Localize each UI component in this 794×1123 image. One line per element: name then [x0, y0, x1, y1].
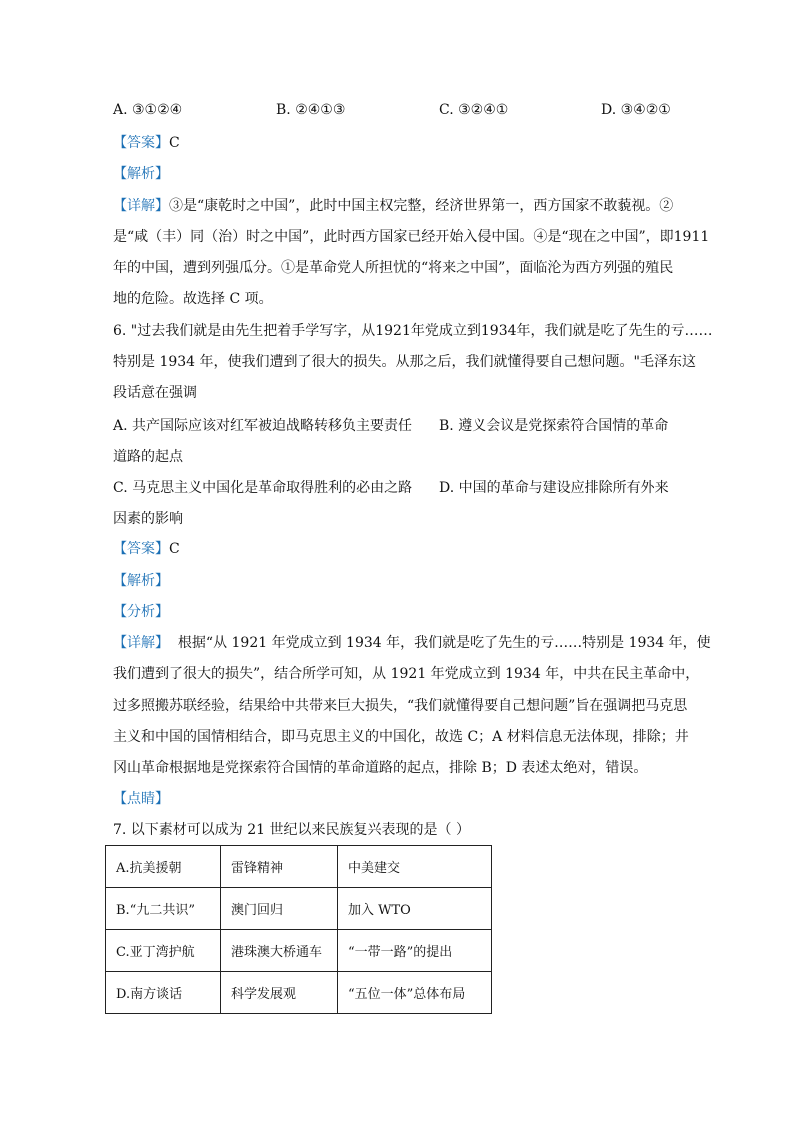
q6-detail-line-4: 主义和中国的国情相结合，即马克思主义的中国化，故选 C；A 材料信息无法体现，排除；井 — [113, 729, 689, 745]
q6-answer-line — [113, 539, 180, 559]
q6-option-d-line-2: 因素的影响 — [113, 511, 183, 527]
table-cell: D.南方谈话 — [106, 972, 221, 1014]
q7-option-table — [105, 845, 492, 1014]
q5-option-c: C. ③②④① — [439, 102, 509, 118]
q5-detail-line-3: 年的中国，遭到列强瓜分。①是革命党人所担忧的“将来之中国”，面临沦为西方列强的殖民 — [113, 260, 674, 276]
table-row — [106, 846, 492, 888]
q6-option-b-line-2: 道路的起点 — [113, 449, 183, 465]
q6-comment-tag: 【点睛】 — [113, 791, 169, 807]
q6-detail-tag: 【详解】 — [113, 635, 169, 651]
table-cell: A.抗美援朝 — [106, 846, 221, 888]
table-cell: 加入 WTO — [338, 888, 492, 930]
q5-detail-line-2: 是“咸（丰）同（治）时之中国”，此时西方国家已经开始入侵中国。④是“现在之中国”，即1911 — [113, 229, 710, 245]
q5-option-a: A. ③①②④ — [113, 102, 183, 118]
q5-answer: C — [169, 135, 180, 151]
q5-answer-tag: 【答案】 — [113, 135, 169, 151]
q6-stem-line-2: 特别是 1934 年，使我们遭到了很大的损失。从那之后，我们就懂得要自己想问题。"毛泽东这 — [113, 354, 696, 370]
q6-analyze-tag: 【分析】 — [113, 604, 169, 620]
q5-detail-line-1 — [113, 196, 673, 216]
table-cell: “五位一体”总体布局 — [338, 972, 492, 1014]
q6-detail-line-2: 我们遭到了很大的损失”，结合所学可知，从 1921 年党成立到 1934 年，中共在民主革命中， — [113, 666, 700, 682]
table-cell: 雷锋精神 — [221, 846, 338, 888]
table-cell: 中美建交 — [338, 846, 492, 888]
q6-option-d-line-1: D. 中国的革命与建设应排除所有外来 — [439, 480, 669, 496]
q5-detail-line-4: 地的危险。故选择 C 项。 — [113, 291, 273, 307]
q5-option-d: D. ③④②① — [601, 102, 671, 118]
q6-detail-line-1 — [113, 633, 711, 653]
table-cell: C.亚丁湾护航 — [106, 930, 221, 972]
q5-detail-text-1: ③是“康乾时之中国”，此时中国主权完整，经济世界第一，西方国家不敢藐视。② — [169, 198, 674, 214]
q5-analysis-tag: 【解析】 — [113, 166, 169, 182]
q6-stem-line-3: 段话意在强调 — [113, 385, 197, 401]
table-row — [106, 930, 492, 972]
q6-option-c: C. 马克思主义中国化是革命取得胜利的必由之路 — [113, 480, 413, 496]
q5-option-b: B. ②④①③ — [276, 102, 346, 118]
table-cell: 港珠澳大桥通车 — [221, 930, 338, 972]
table-cell: 科学发展观 — [221, 972, 338, 1014]
q6-answer: C — [169, 541, 180, 557]
table-row — [106, 972, 492, 1014]
q6-analysis-tag: 【解析】 — [113, 573, 169, 589]
table-cell: B.“九二共识” — [106, 888, 221, 930]
table-row — [106, 888, 492, 930]
q6-option-a: A. 共产国际应该对红军被迫战略转移负主要责任 — [113, 418, 413, 434]
table-cell: 澳门回归 — [221, 888, 338, 930]
q6-stem-line-1: 6. "过去我们就是由先生把着手学写字，从1921年党成立到1934年，我们就是吃了先生的亏…… — [113, 323, 713, 339]
q5-answer-line — [113, 133, 180, 153]
q6-answer-tag: 【答案】 — [113, 541, 169, 557]
q5-detail-tag: 【详解】 — [113, 198, 169, 214]
q6-detail-text-1: 根据“从 1921 年党成立到 1934 年，我们就是吃了先生的亏……特别是 1934 年，使 — [177, 635, 711, 651]
table-cell: “一带一路”的提出 — [338, 930, 492, 972]
q6-detail-line-3: 过多照搬苏联经验，结果给中共带来巨大损失，“我们就懂得要自己想问题”旨在强调把马克思 — [113, 698, 688, 714]
q6-option-b-line-1: B. 遵义会议是党探索符合国情的革命 — [439, 418, 669, 434]
q7-stem: 7. 以下素材可以成为 21 世纪以来民族复兴表现的是（ ） — [113, 822, 470, 838]
q6-detail-line-5: 冈山革命根据地是党探索符合国情的革命道路的起点，排除 B；D 表述太绝对，错误。 — [113, 760, 648, 776]
